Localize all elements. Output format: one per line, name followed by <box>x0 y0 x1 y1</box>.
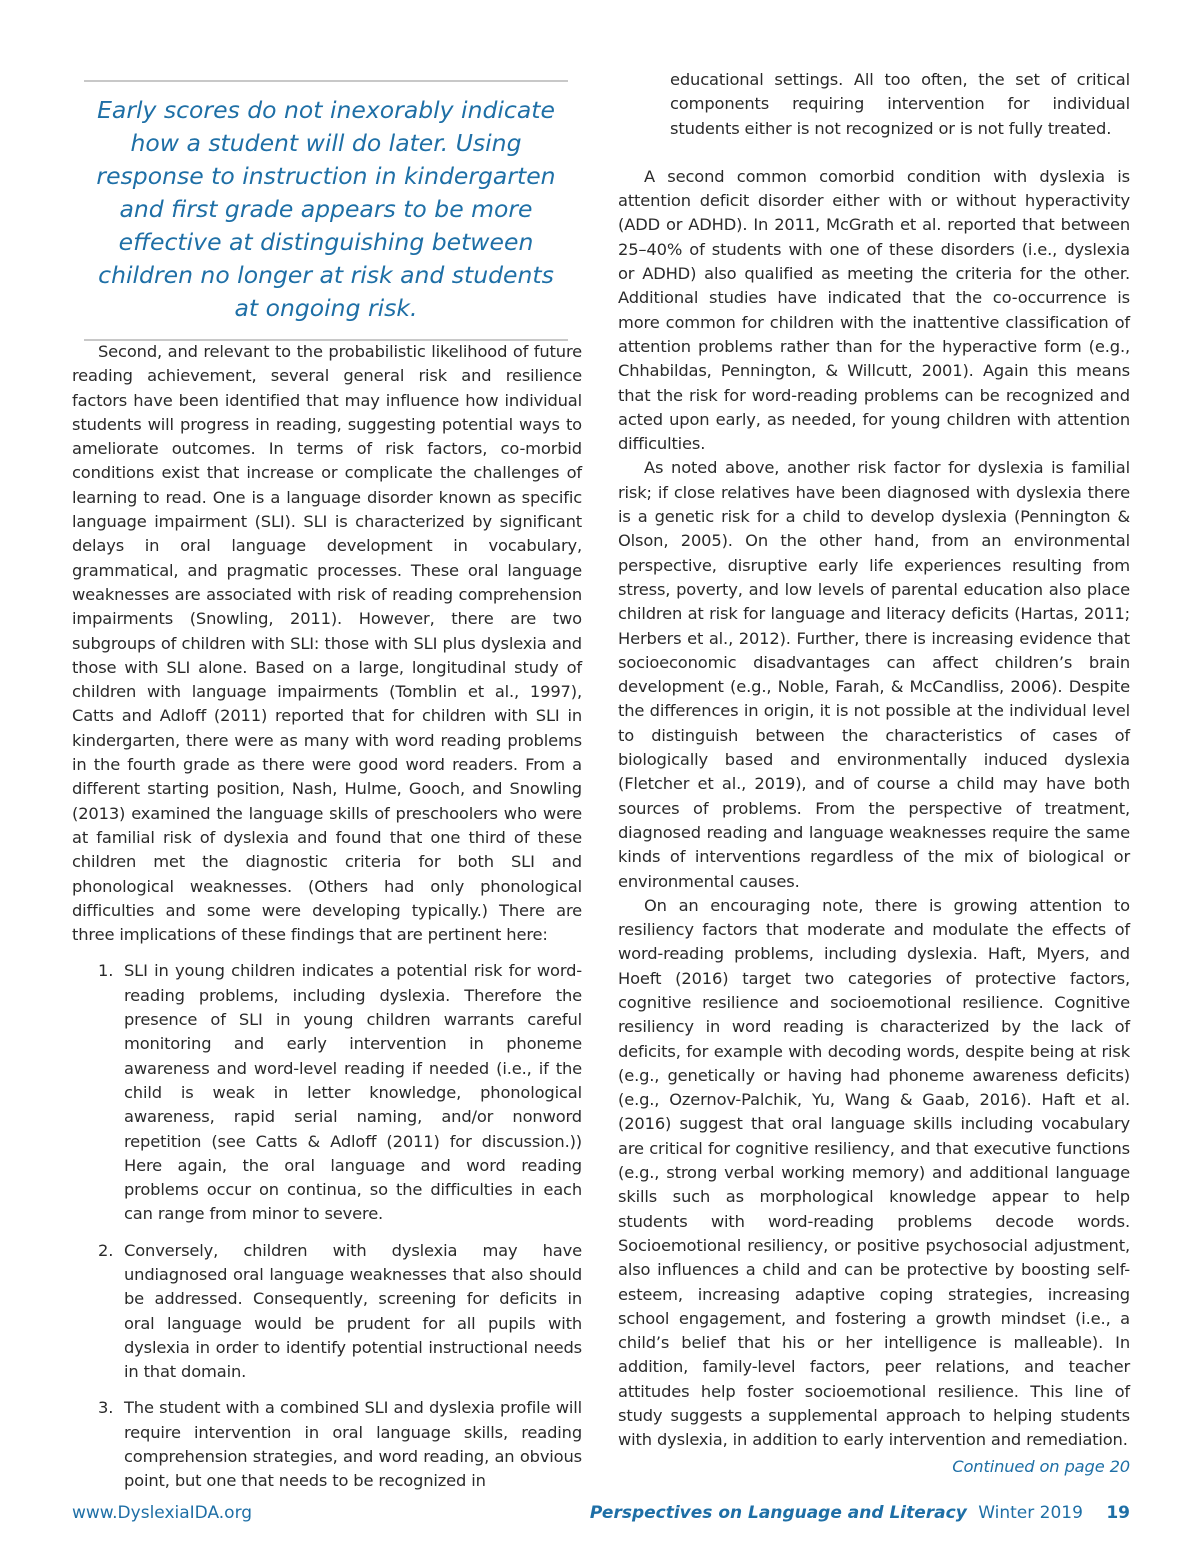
left-column-body <box>72 340 582 1506</box>
journal-title: Perspectives on Language and Literacy <box>589 1503 967 1523</box>
list-item-text: SLI in young children indicates a potential risk for word-reading problems, including dyslexia. Therefore the presence of SLI in young children warrants careful monitoring and early intervention in phoneme awareness and word-level reading if needed (i.e., if the child is weak in letter knowledge, phonological awareness, rapid serial naming, and/or nonword repetition (see Catts & Adloff (2011) for discussion.)) Here again, the oral language and word reading problems occur on continua, so the difficulties in each can range from minor to severe. <box>124 961 582 1224</box>
continuation-paragraph: educational settings. All too often, the set of critical components requiring intervention for individual students either is not recognized or is not fully treated. <box>670 70 1130 138</box>
body-paragraph: As noted above, another risk factor for dyslexia is familial risk; if close relatives have been diagnosed with dyslexia there is a genetic risk for a child to develop dyslexia (Pennington & Olson, 2005). On the other hand, from an environmental perspective, disruptive early life experiences resulting from stress, poverty, and low levels of parental education also place children at risk for language and literacy deficits (Hartas, 2011; Herbers et al., 2012). Further, there is increasing evidence that socioeconomic disadvantages can affect children’s brain development (e.g., Noble, Farah, & McCandliss, 2006). Despite the differences in origin, it is not possible at the individual level to distinguish between the characteristics of cases of biologically based and environmentally induced dyslexia (Fletcher et al., 2019), and of course a child may have both sources of problems. From the perspective of treatment, diagnosed reading and language weaknesses require the same kinds of interventions regardless of the mix of biological or environmental causes. <box>618 458 1130 891</box>
footer-right <box>590 1503 1130 1523</box>
list-number: 2. <box>98 1240 114 1260</box>
list-number: 3. <box>98 1398 114 1418</box>
page-footer <box>72 1503 1130 1529</box>
implications-list <box>72 959 582 1493</box>
continued-link[interactable]: Continued on page 20 <box>952 1456 1130 1476</box>
list-item-text: The student with a combined SLI and dyslexia profile will require intervention in oral language skills, reading comprehension strategies, and word reading, an obvious point, but one that needs to be recognized in <box>124 1398 582 1491</box>
body-paragraph: Second, and relevant to the probabilistic likelihood of future reading achievement, several general risk and resilience factors have been identified that may influence how individual students will progress in reading, suggesting potential ways to ameliorate outcomes. In terms of risk factors, co-morbid conditions exist that increase or complicate the challenges of learning to read. One is a language disorder known as specific language impairment (SLI). SLI is characterized by significant delays in oral language development in vocabulary, grammatical, and pragmatic processes. These oral language weaknesses are associated with risk of reading comprehension impairments (Snowling, 2011). However, there are two subgroups of children with SLI: those with SLI plus dyslexia and those with SLI alone. Based on a large, longitudinal study of children with language impairments (Tomblin et al., 1997), Catts and Adloff (2011) reported that for children with SLI in kindergarten, there were as many with word reading problems in the fourth grade as there were good word readers. From a different starting position, Nash, Hulme, Gooch, and Snowling (2013) examined the language skills of preschoolers who were at familial risk of dyslexia and found that one third of these children met the diagnostic criteria for both SLI and phonological weaknesses. (Others had only phonological difficulties and some were developing typically.) There are three implications of these findings that are pertinent here: <box>72 342 582 945</box>
body-paragraph: On an encouraging note, there is growing attention to resiliency factors that moderate and modulate the effects of word-reading problems, including dyslexia. Haft, Myers, and Hoeft (2016) target two categories of protective factors, cognitive resilience and socioemotional resilience. Cognitive resiliency in word reading is characterized by the lack of deficits, for example with decoding words, despite being at risk (e.g., genetically or having had phoneme awareness deficits) (e.g., Ozernov-Palchik, Yu, Wang & Gaab, 2016). Haft et al. (2016) suggest that oral language skills including vocabulary are critical for cognitive resiliency, and that executive functions (e.g., strong verbal working memory) and additional language skills such as morphological knowledge appear to help students with word-reading problems decode words. Socioemotional resiliency, or positive psychosocial adjustment, also influences a child and can be protective by boosting self-esteem, increasing adaptive coping strategies, increasing school engagement, and fostering a growth mindset (i.e., a child’s belief that his or her intelligence is malleable). In addition, family-level factors, peer relations, and teacher attitudes help foster socioemotional resilience. This line of study suggests a supplemental approach to helping students with dyslexia, in addition to early intervention and remediation. <box>618 895 1130 1450</box>
page-number: 19 <box>1106 1503 1130 1523</box>
issue-label: Winter 2019 <box>978 1503 1083 1523</box>
list-item-text: Conversely, children with dyslexia may have undiagnosed oral language weaknesses that also should be addressed. Consequently, screening for deficits in oral language would be prudent for all pupils with dyslexia in order to identify potential instructional needs in that domain. <box>124 1240 582 1382</box>
website-link[interactable]: www.DyslexiaIDA.org <box>72 1503 253 1523</box>
pull-quote: Early scores do not inexorably indicate how a student will do later. Using response to instruction in kindergarten and first grade appears to be more effective at distinguishing between children no longer at risk and students at ongoing risk. <box>84 80 568 341</box>
right-column-body <box>618 68 1130 1479</box>
list-item <box>98 959 582 1226</box>
list-number: 1. <box>98 961 114 981</box>
list-item <box>98 1396 582 1493</box>
list-item <box>98 1239 582 1385</box>
body-paragraph: A second common comorbid condition with dyslexia is attention deficit disorder either with or without hyperactivity (ADD or ADHD). In 2011, McGrath et al. reported that between 25–40% of students with one of these disorders (i.e., dyslexia or ADHD) also qualified as meeting the criteria for the other. Additional studies have indicated that the co-occurrence is more common for children with the inattentive classification of attention problems rather than for the hyperactive form (e.g., Chhabildas, Pennington, & Willcutt, 2001). Again this means that the risk for word-reading problems can be recognized and acted upon early, as needed, for young children with attention difficulties. <box>618 166 1130 454</box>
